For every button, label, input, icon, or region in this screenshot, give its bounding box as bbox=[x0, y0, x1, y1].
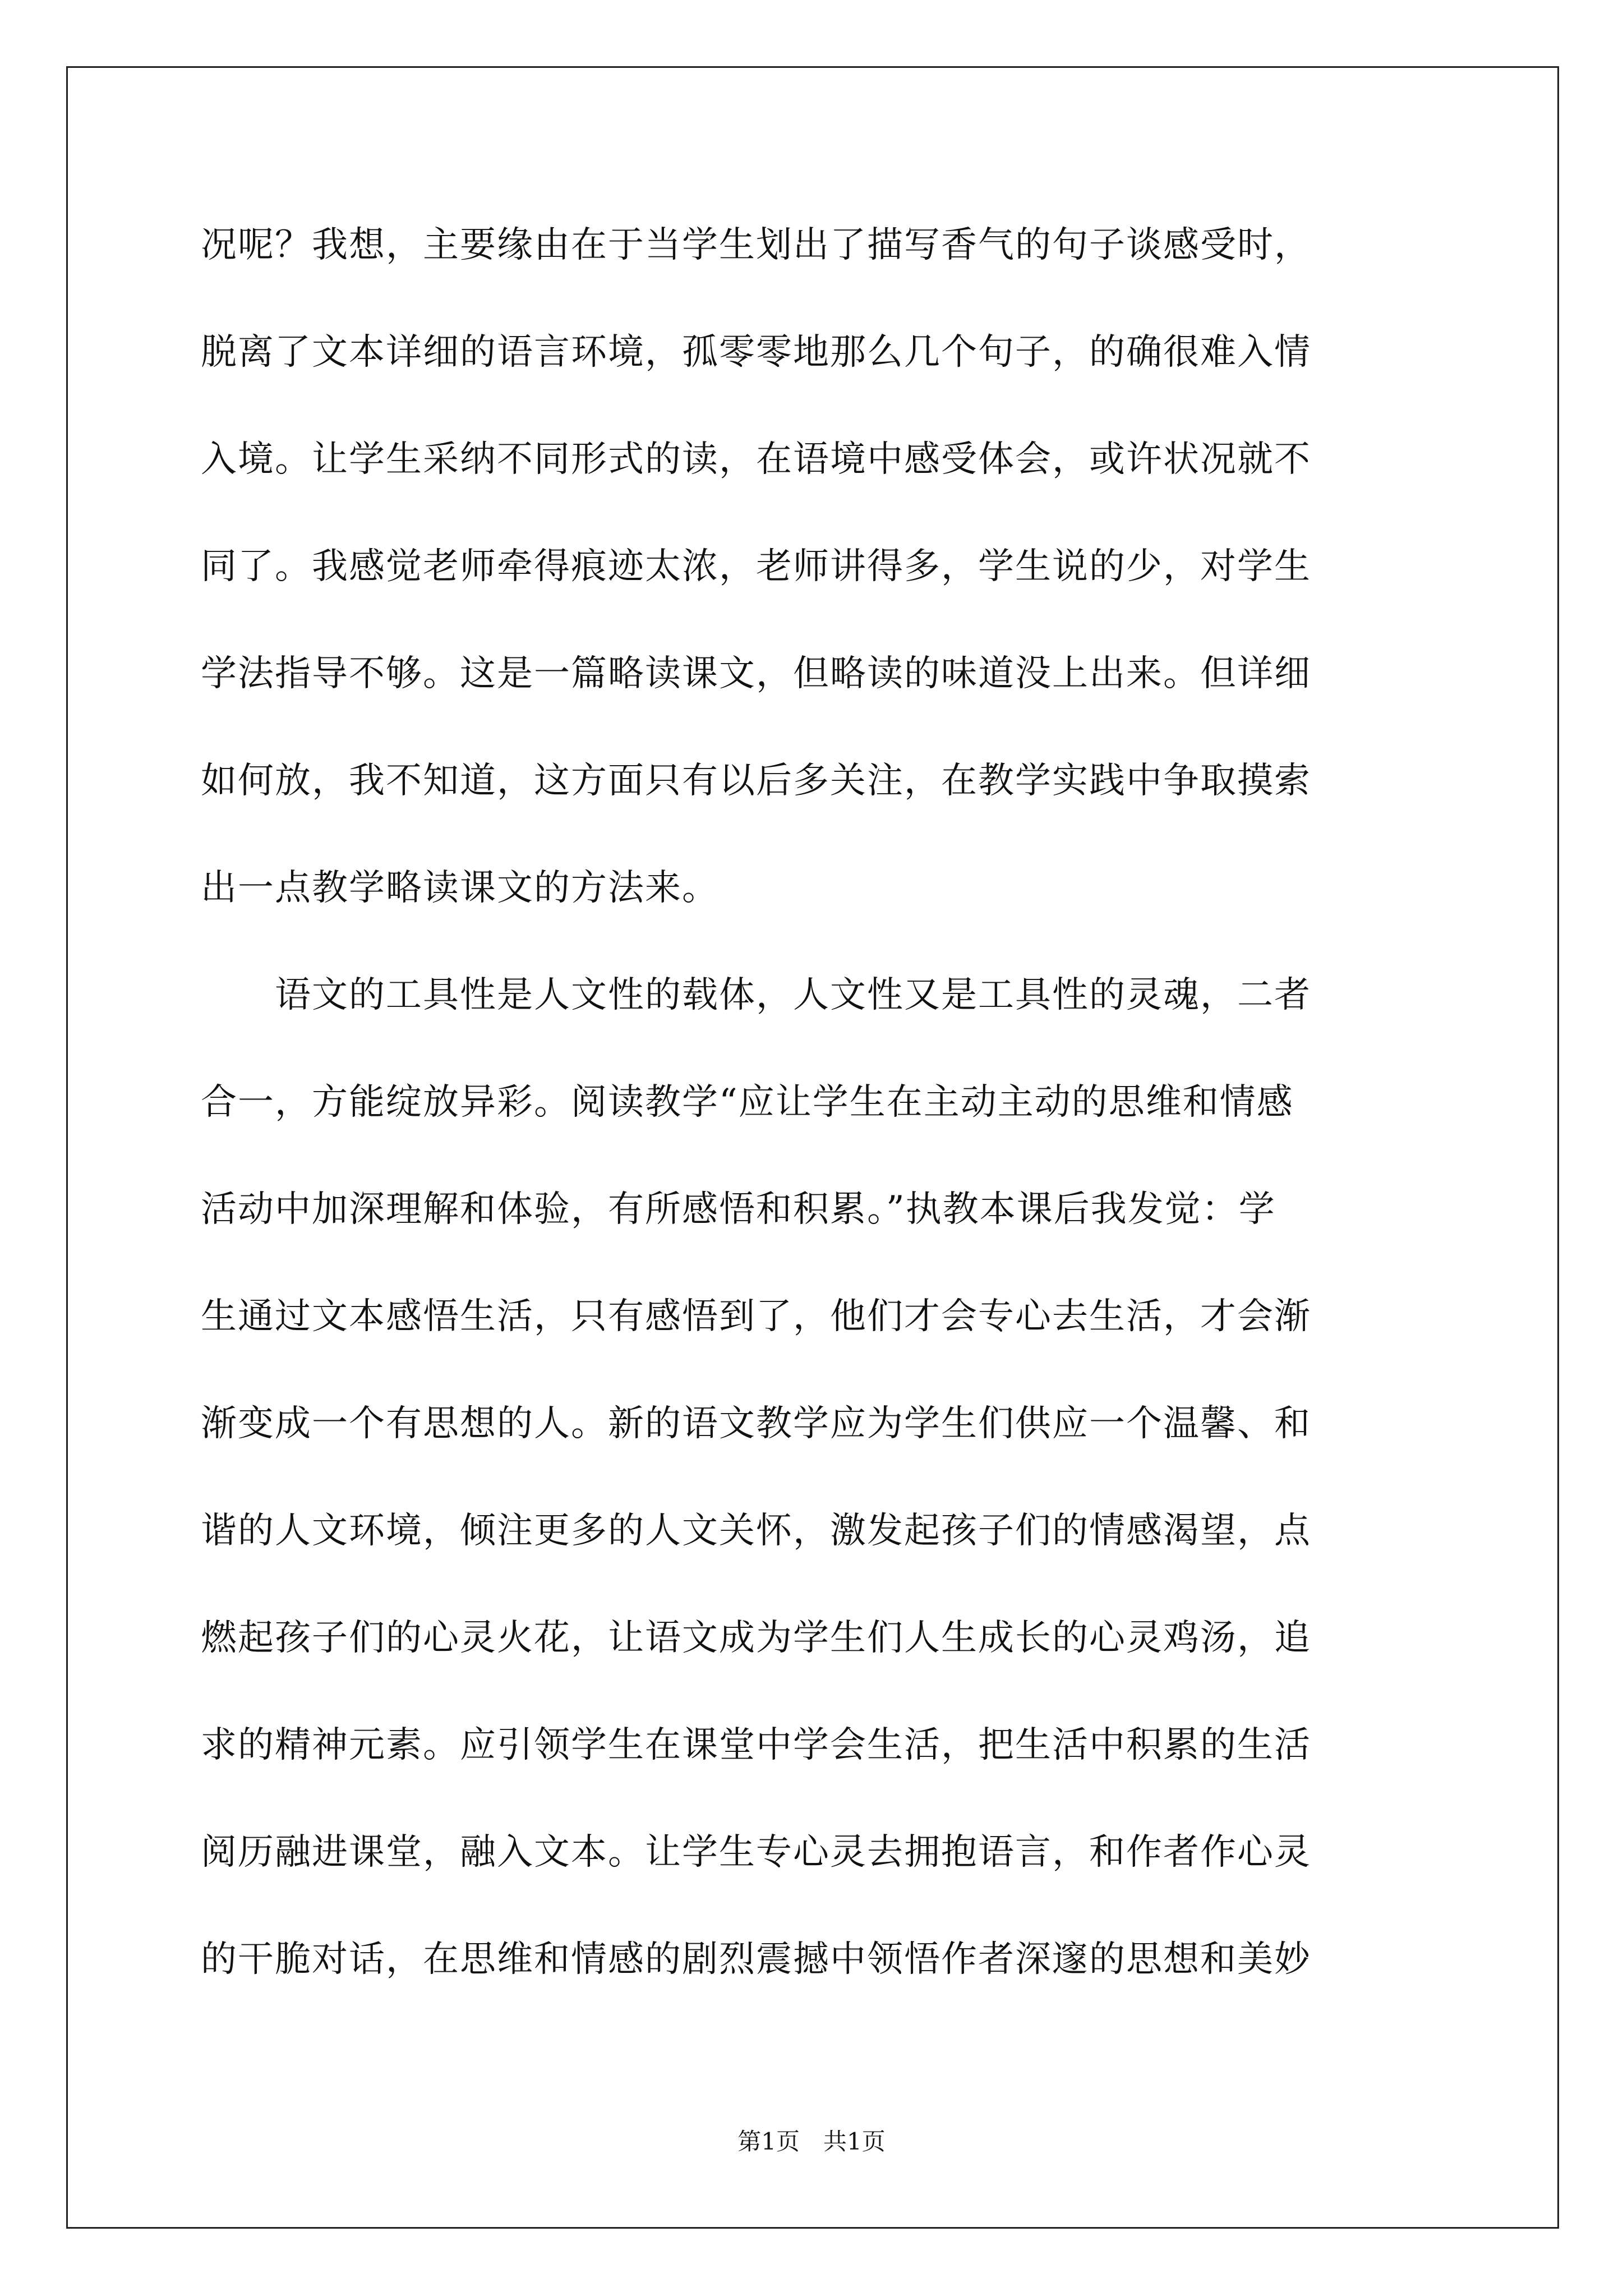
text-line: 脱离了文本详细的语言环境，孤零零地那么几个句子，的确很难入情 bbox=[201, 332, 1311, 373]
paragraph-start-line: 语文的工具性是人文性的载体，人文性又是工具性的灵魂，二者 bbox=[275, 974, 1311, 1016]
page-number-footer: 第1页 共1页 bbox=[737, 2128, 886, 2155]
text-line: 入境。让学生采纳不同形式的读，在语境中感受体会，或许状况就不 bbox=[201, 439, 1311, 480]
text-line: 谐的人文环境，倾注更多的人文关怀，激发起孩子们的情感渴望，点 bbox=[201, 1510, 1311, 1552]
text-line: 燃起孩子们的心灵火花，让语文成为学生们人生成长的心灵鸡汤，追 bbox=[201, 1617, 1311, 1659]
text-line: 生通过文本感悟生活，只有感悟到了，他们才会专心去生活，才会渐 bbox=[201, 1296, 1311, 1337]
text-line: 况呢？我想，主要缘由在于当学生划出了描写香气的句子谈感受时， bbox=[201, 224, 1311, 266]
text-line: 如何放，我不知道，这方面只有以后多关注，在教学实践中争取摸索 bbox=[201, 760, 1311, 802]
text-line: 求的精神元素。应引领学生在课堂中学会生活，把生活中积累的生活 bbox=[201, 1724, 1311, 1766]
document-body bbox=[201, 192, 1429, 2013]
text-line: 学法指导不够。这是一篇略读课文，但略读的味道没上出来。但详细 bbox=[201, 653, 1311, 694]
text-line: 出一点教学略读课文的方法来。 bbox=[201, 867, 719, 909]
text-line: 渐变成一个有思想的人。新的语文教学应为学生们供应一个温馨、和 bbox=[201, 1403, 1311, 1444]
text-line: 活动中加深理解和体验，有所感悟和积累。”执教本课后我发觉：学 bbox=[201, 1189, 1276, 1230]
text-line: 合一，方能绽放异彩。阅读教学“应让学生在主动主动的思维和情感 bbox=[201, 1082, 1294, 1123]
text-line: 的干脆对话，在思维和情感的剧烈震撼中领悟作者深邃的思想和美妙 bbox=[201, 1939, 1311, 1980]
text-line: 同了。我感觉老师牵得痕迹太浓，老师讲得多，学生说的少，对学生 bbox=[201, 546, 1311, 587]
text-line: 阅历融进课堂，融入文本。让学生专心灵去拥抱语言，和作者作心灵 bbox=[201, 1832, 1311, 1873]
